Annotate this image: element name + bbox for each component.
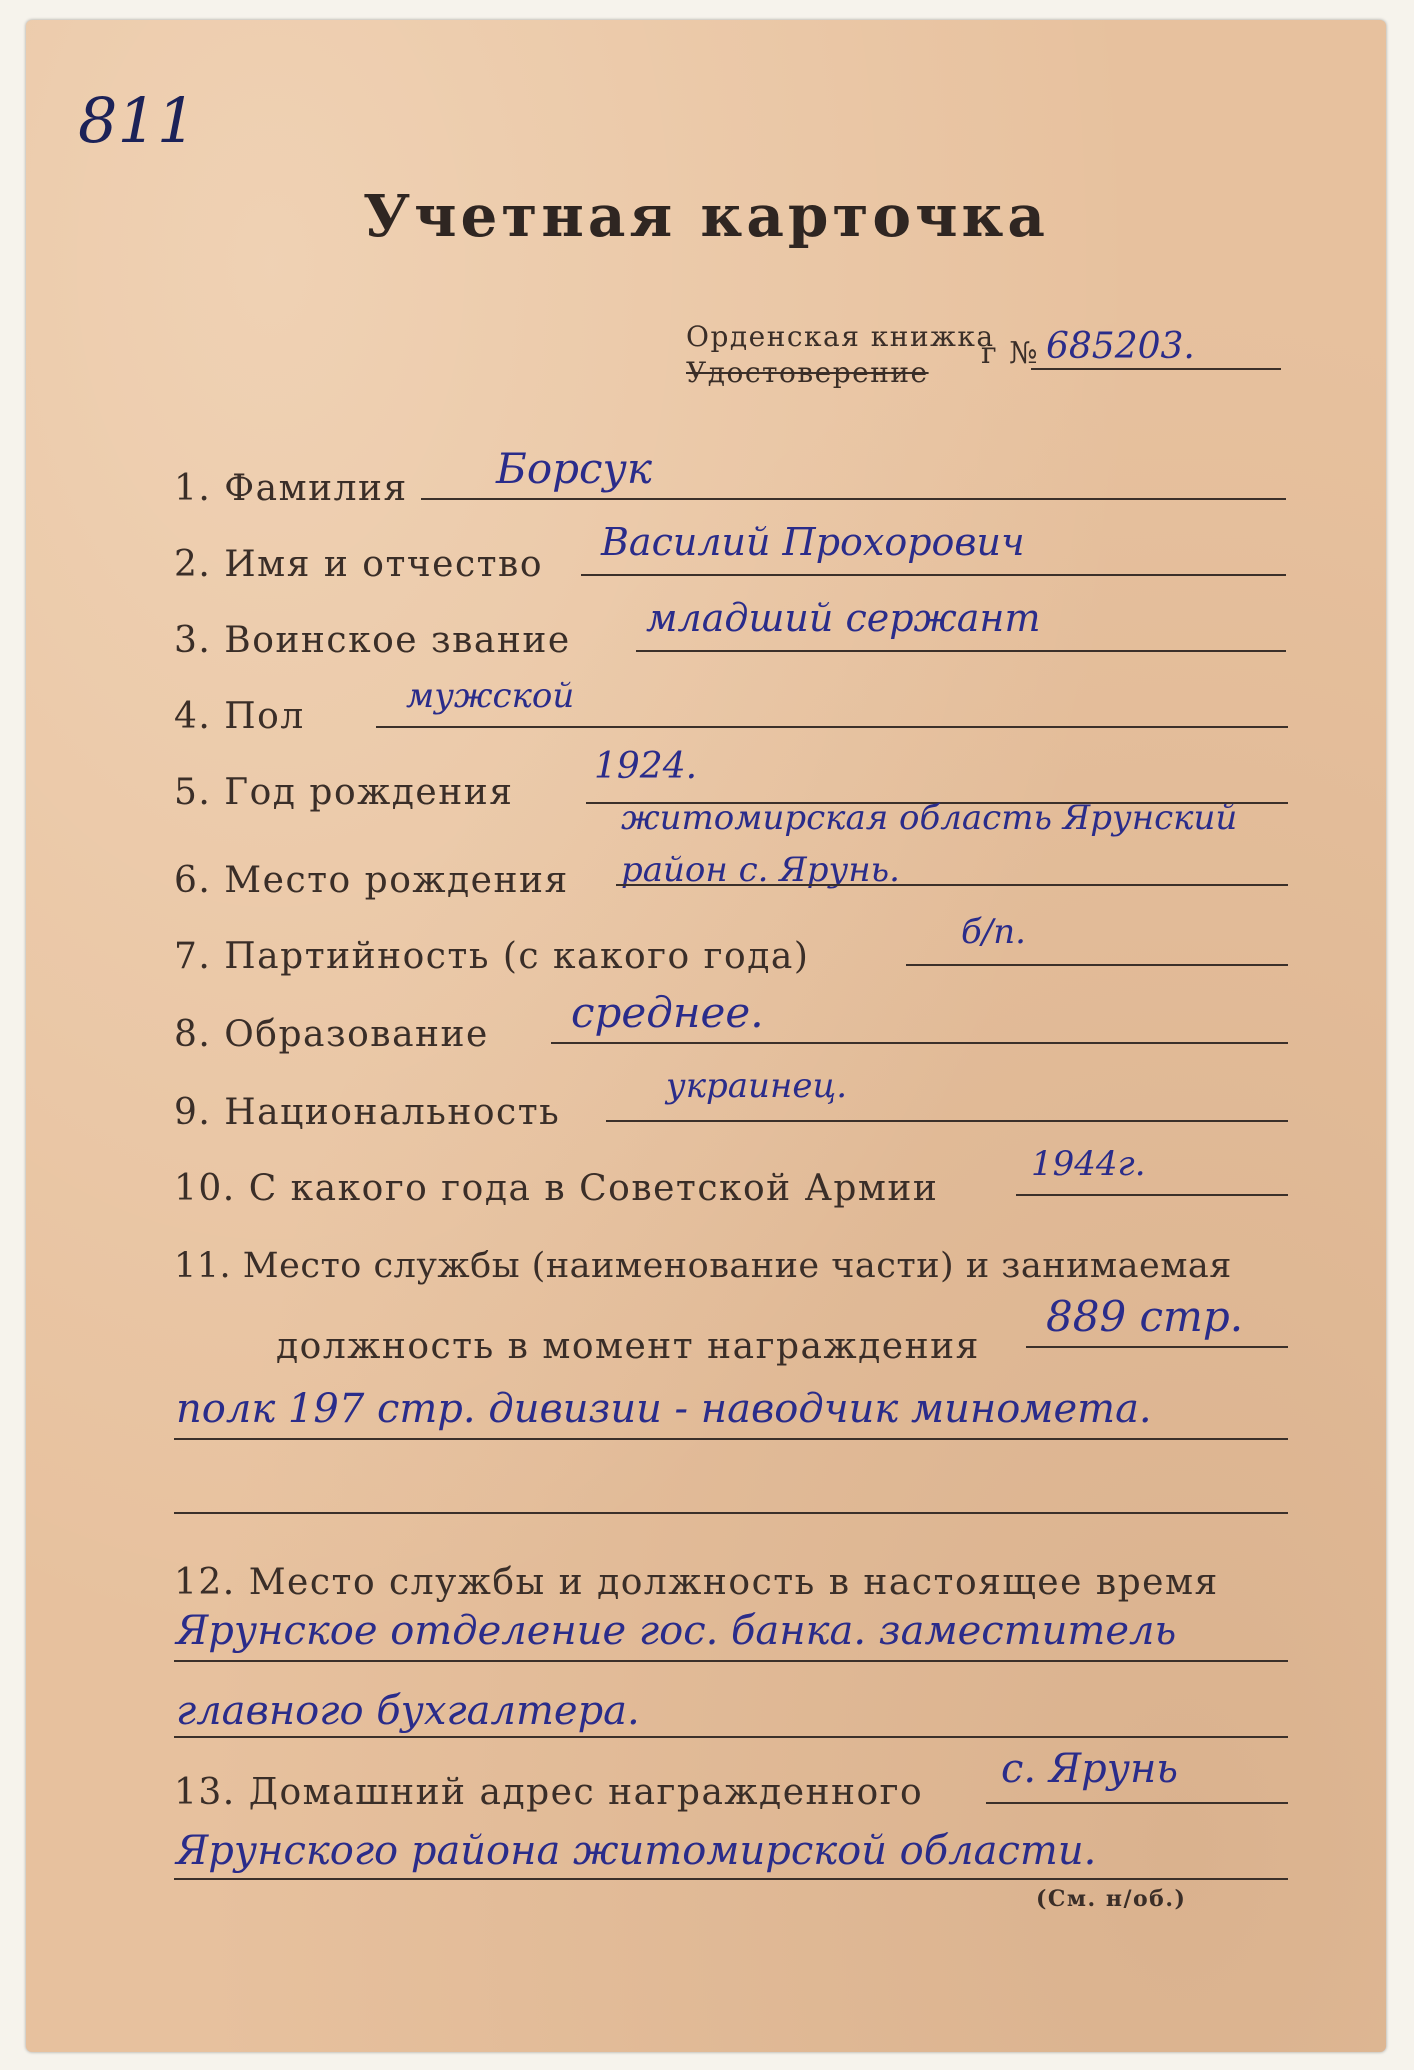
field-line-party (906, 964, 1288, 966)
field-value-rank: младший сержант (646, 596, 1041, 640)
order-book-label: Орденская книжка (686, 320, 995, 353)
order-book-number-prefix: г № (981, 336, 1040, 371)
field-label-birth-year: 5. Год рождения (174, 772, 514, 813)
field-label-current-service: 12. Место службы и должность в настоящее время (174, 1562, 1219, 1603)
field-label-name: 2. Имя и отчество (174, 544, 543, 585)
field-line-birthplace (616, 884, 1288, 886)
field-label-surname: 1. Фамилия (174, 468, 408, 509)
field-value-name: Василий Прохорович (601, 520, 1025, 564)
field-line-service-extra (174, 1512, 1288, 1514)
field-value-service-position: полк 197 стр. дивизии - наводчик миномета. (176, 1386, 1152, 1432)
field-line-army-since (1016, 1194, 1288, 1196)
field-line-current-service-2 (174, 1736, 1288, 1738)
field-label-home-address: 13. Домашний адрес награжденного (174, 1772, 924, 1813)
field-value-home-address-line2: Ярунского района житомирской области. (176, 1828, 1097, 1874)
field-line-surname (421, 498, 1286, 500)
field-value-sex: мужской (406, 676, 575, 716)
field-value-birthplace-line1: житомирская область Ярунский (621, 798, 1238, 838)
field-value-party: б/п. (961, 912, 1026, 952)
card-title: Учетная карточка (363, 182, 1049, 250)
field-line-rank (636, 650, 1286, 652)
struck-certificate-label: Удостоверение (686, 356, 929, 389)
field-line-education (551, 1042, 1288, 1044)
field-line-sex (376, 726, 1288, 728)
field-value-birth-year: 1924. (594, 746, 698, 787)
field-label-army-since: 10. С какого года в Советской Армии (174, 1168, 939, 1209)
field-line-name (581, 574, 1286, 576)
field-label-party: 7. Партийность (с какого года) (174, 936, 810, 977)
handwritten-archive-number: 811 (78, 84, 197, 157)
field-line-current-service-1 (174, 1660, 1288, 1662)
field-line-service-unit (1026, 1346, 1288, 1348)
field-label-service-place: 11. Место службы (наименование части) и занимаемая (174, 1246, 1232, 1286)
field-line-home-address-2 (174, 1878, 1288, 1880)
see-reverse-note: (См. н/об.) (1036, 1886, 1187, 1912)
field-label-birthplace: 6. Место рождения (174, 860, 569, 901)
field-value-home-address-line1: с. Ярунь (1001, 1746, 1179, 1792)
field-label-education: 8. Образование (174, 1014, 489, 1055)
field-value-surname: Борсук (496, 444, 653, 493)
field-label-nationality: 9. Национальность (174, 1092, 561, 1133)
field-value-education: среднее. (571, 988, 764, 1037)
field-label-rank: 3. Воинское звание (174, 620, 571, 661)
order-book-number: 685203. (1046, 326, 1195, 367)
order-book-number-line (1031, 368, 1281, 370)
field-value-nationality: украинец. (666, 1066, 848, 1106)
field-value-current-service-line1: Ярунское отделение гос. банка. заместитель (176, 1608, 1177, 1654)
field-value-service-unit: 889 стр. (1046, 1292, 1244, 1341)
field-value-army-since: 1944г. (1031, 1144, 1146, 1184)
record-card (26, 20, 1386, 2052)
field-label-sex: 4. Пол (174, 696, 305, 737)
field-value-birthplace-line2: район с. Ярунь. (621, 850, 900, 890)
field-label-service-position: должность в момент награждения (276, 1326, 980, 1367)
field-line-nationality (606, 1120, 1288, 1122)
field-line-service-position (174, 1438, 1288, 1440)
field-value-current-service-line2: главного бухгалтера. (176, 1688, 640, 1734)
field-line-home-address-1 (986, 1802, 1288, 1804)
